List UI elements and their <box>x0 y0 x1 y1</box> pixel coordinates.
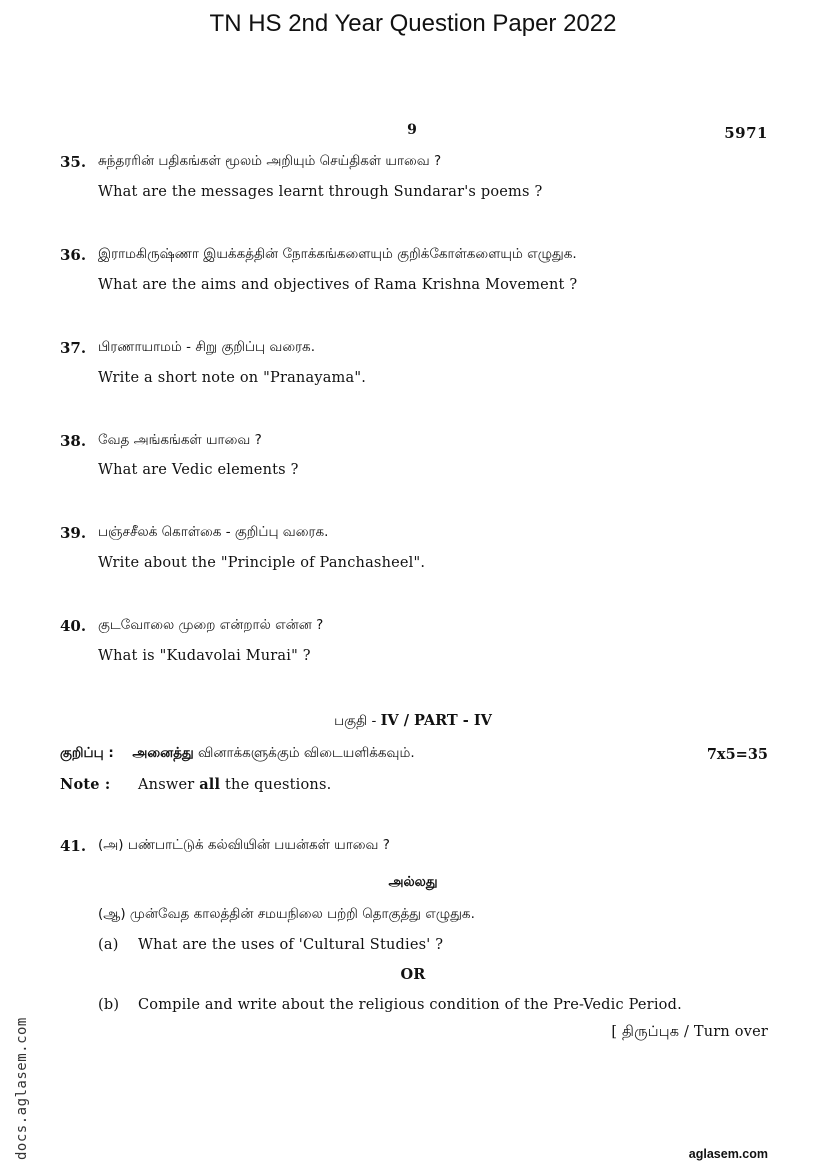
marks-allocation: 7x5=35 <box>706 746 768 763</box>
footer-watermark: aglasem.com <box>688 1147 768 1161</box>
note-tamil <box>60 745 415 763</box>
part-heading-tamil: பகுதி - <box>334 713 381 729</box>
note-post-english: the questions. <box>220 777 332 793</box>
question-tamil: வேத அங்கங்கள் யாவை ? <box>98 432 262 448</box>
note-bold-english: all <box>199 776 221 793</box>
note-pre-english: Answer <box>138 777 200 793</box>
note-bold-tamil: அனைத்து <box>132 745 194 761</box>
question-a-english: What are the uses of 'Cultural Studies' ? <box>138 937 444 953</box>
question-english: What are Vedic elements ? <box>98 462 299 478</box>
question-number: 35. <box>60 153 87 171</box>
question-number: 38. <box>60 432 87 450</box>
question-tamil: பஞ்சசீலக் கொள்கை - குறிப்பு வரைக. <box>98 524 329 540</box>
question-b-english: Compile and write about the religious condition of the Pre-Vedic Period. <box>138 997 682 1013</box>
option-b-label: (b) <box>98 997 120 1013</box>
paper-code: 5971 <box>724 124 768 142</box>
question-number: 39. <box>60 524 87 542</box>
question-english: Write about the "Principle of Panchasheel". <box>98 555 426 571</box>
note-english <box>138 776 331 793</box>
question-tamil: இராமகிருஷ்ணா இயக்கத்தின் நோக்கங்களையும் குறிக்கோள்களையும் எழுதுக. <box>98 246 577 262</box>
question-number: 41. <box>60 837 87 855</box>
page-number: 9 <box>407 122 417 138</box>
note-label-tamil: குறிப்பு : <box>60 745 114 761</box>
question-english: What are the aims and objectives of Rama Krishna Movement ? <box>98 277 578 293</box>
question-tamil: குடவோலை முறை என்றால் என்ன ? <box>98 617 324 633</box>
question-english: What is "Kudavolai Murai" ? <box>98 648 311 664</box>
question-number: 36. <box>60 246 87 264</box>
document-header-title: TN HS 2nd Year Question Paper 2022 <box>209 10 617 37</box>
question-english: What are the messages learnt through Sundarar's poems ? <box>98 184 543 200</box>
question-a-tamil: (அ) பண்பாட்டுக் கல்வியின் பயன்கள் யாவை ? <box>98 837 390 853</box>
question-number: 37. <box>60 339 87 357</box>
part-heading-roman: IV / PART - IV <box>380 712 492 729</box>
note-rest-tamil: வினாக்களுக்கும் விடையளிக்கவும். <box>193 745 415 761</box>
question-english: Write a short note on "Pranayama". <box>98 370 367 386</box>
question-tamil: பிரணாயாமம் - சிறு குறிப்பு வரைக. <box>98 339 315 355</box>
or-english: OR <box>400 966 426 983</box>
note-label-english: Note : <box>60 776 111 793</box>
option-a-label: (a) <box>98 937 119 953</box>
question-tamil: சுந்தரரின் பதிகங்கள் மூலம் அறியும் செய்திகள் யாவை ? <box>98 153 442 169</box>
turn-over-note: [ திருப்புக / Turn over <box>611 1024 768 1040</box>
part-heading <box>0 710 826 731</box>
side-watermark: docs.aglasem.com <box>14 1017 30 1160</box>
question-b-tamil: (ஆ) முன்வேத காலத்தின் சமயநிலை பற்றி தொகுத்து எழுதுக. <box>98 906 475 922</box>
or-tamil: அல்லது <box>388 874 438 890</box>
question-number: 40. <box>60 617 87 635</box>
